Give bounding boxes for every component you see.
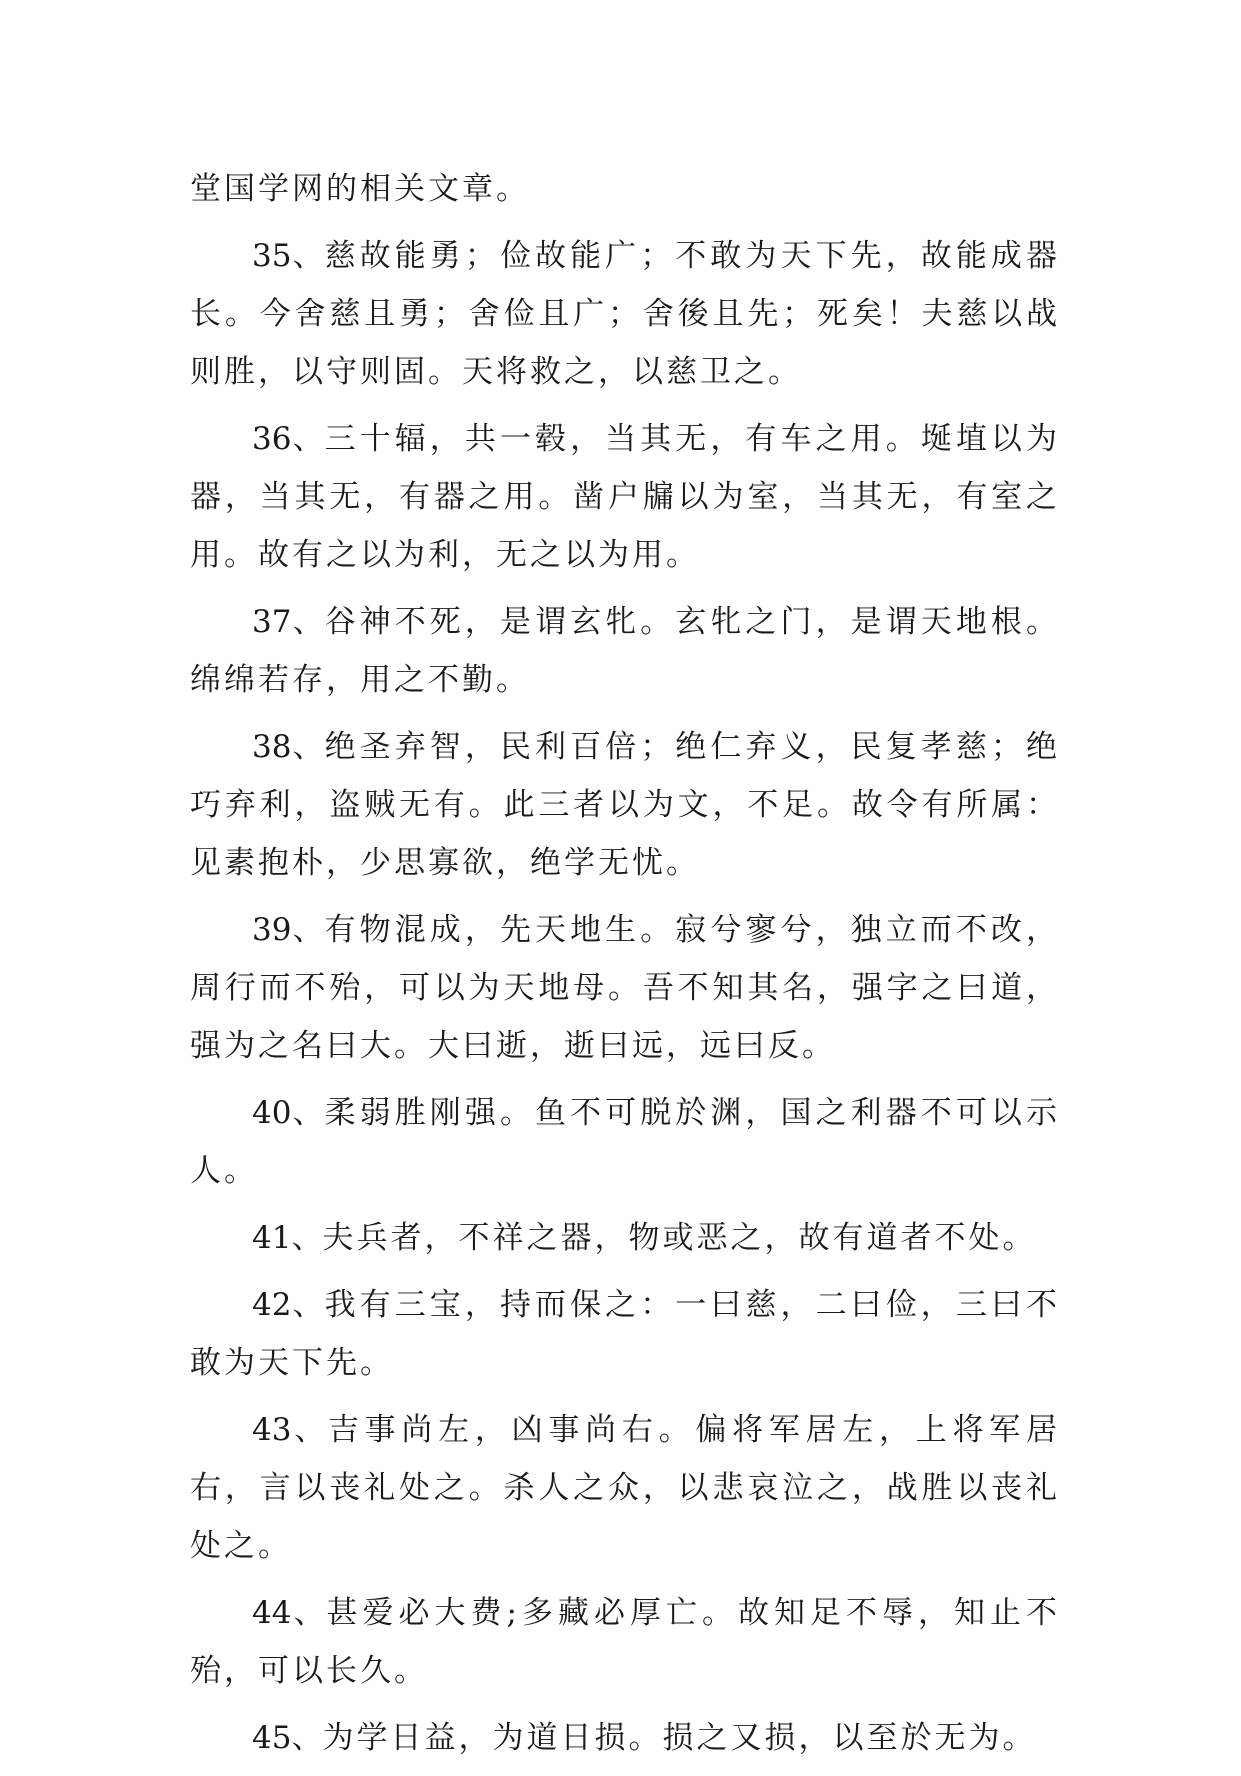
paragraph-43: [190, 1401, 1060, 1575]
paragraph-36: [190, 410, 1060, 584]
paragraph-text: 夫兵者，不祥之器，物或恶之，故有道者不处。: [322, 1220, 1037, 1256]
paragraph-number: 36、: [252, 421, 325, 457]
paragraph-number: 41、: [252, 1220, 323, 1256]
paragraph-text: 谷神不死，是谓玄牝。玄牝之门，是谓天地根。绵绵若存，用之不勤。: [190, 604, 1060, 698]
paragraph-40: [190, 1084, 1060, 1200]
paragraph-text: 有物混成，先天地生。寂兮寥兮，独立而不改，周行而不殆，可以为天地母。吾不知其名，强字之曰道，强为之名曰大。大曰逝，逝曰远，远曰反。: [190, 912, 1060, 1064]
paragraph-text: 慈故能勇；俭故能广；不敢为天下先，故能成器长。今舍慈且勇；舍俭且广；舍後且先；死矣！夫慈以战则胜，以守则固。天将救之，以慈卫之。: [190, 238, 1060, 390]
paragraph-37: [190, 593, 1060, 709]
paragraph-41: [190, 1209, 1060, 1267]
paragraph-number: 45、: [252, 1720, 323, 1756]
paragraph-number: 44、: [252, 1595, 327, 1631]
paragraph-number: 39、: [252, 912, 325, 948]
paragraph-number: 42、: [252, 1287, 325, 1323]
paragraph-text: 为学日益，为道日损。损之又损，以至於无为。: [322, 1720, 1037, 1756]
paragraph-38: [190, 718, 1060, 892]
paragraph-45: [190, 1709, 1060, 1767]
paragraph-text: 吉事尚左，凶事尚右。偏将军居左，上将军居右，言以丧礼处之。杀人之众，以悲哀泣之，战胜以丧礼处之。: [190, 1412, 1061, 1564]
paragraph-number: 35、: [252, 238, 325, 274]
paragraph-text: 甚爱必大费;多藏必厚亡。故知足不辱，知止不殆，可以长久。: [190, 1595, 1060, 1689]
paragraph-44: [190, 1584, 1060, 1700]
paragraph-text: 堂国学网的相关文章。: [190, 171, 530, 207]
paragraph-number: 40、: [252, 1095, 325, 1131]
paragraph-text: 三十辐，共一毂，当其无，有车之用。埏埴以为器，当其无，有器之用。凿户牖以为室，当其无，有室之用。故有之以为利，无之以为用。: [190, 421, 1060, 573]
paragraph-text: 绝圣弃智，民利百倍；绝仁弃义，民复孝慈；绝巧弃利，盗贼无有。此三者以为文，不足。故令有所属：见素抱朴，少思寡欲，绝学无忧。: [190, 729, 1060, 881]
paragraph-continuation: [190, 160, 1060, 218]
paragraph-text: 我有三宝，持而保之：一曰慈，二曰俭，三曰不敢为天下先。: [190, 1287, 1060, 1381]
paragraph-35: [190, 227, 1060, 401]
paragraph-number: 37、: [252, 604, 325, 640]
paragraph-number: 38、: [252, 729, 325, 765]
paragraph-text: 柔弱胜刚强。鱼不可脱於渊，国之利器不可以示人。: [190, 1095, 1060, 1189]
document-body: [190, 160, 1060, 1776]
paragraph-42: [190, 1276, 1060, 1392]
paragraph-39: [190, 901, 1060, 1075]
paragraph-number: 43、: [252, 1412, 328, 1448]
